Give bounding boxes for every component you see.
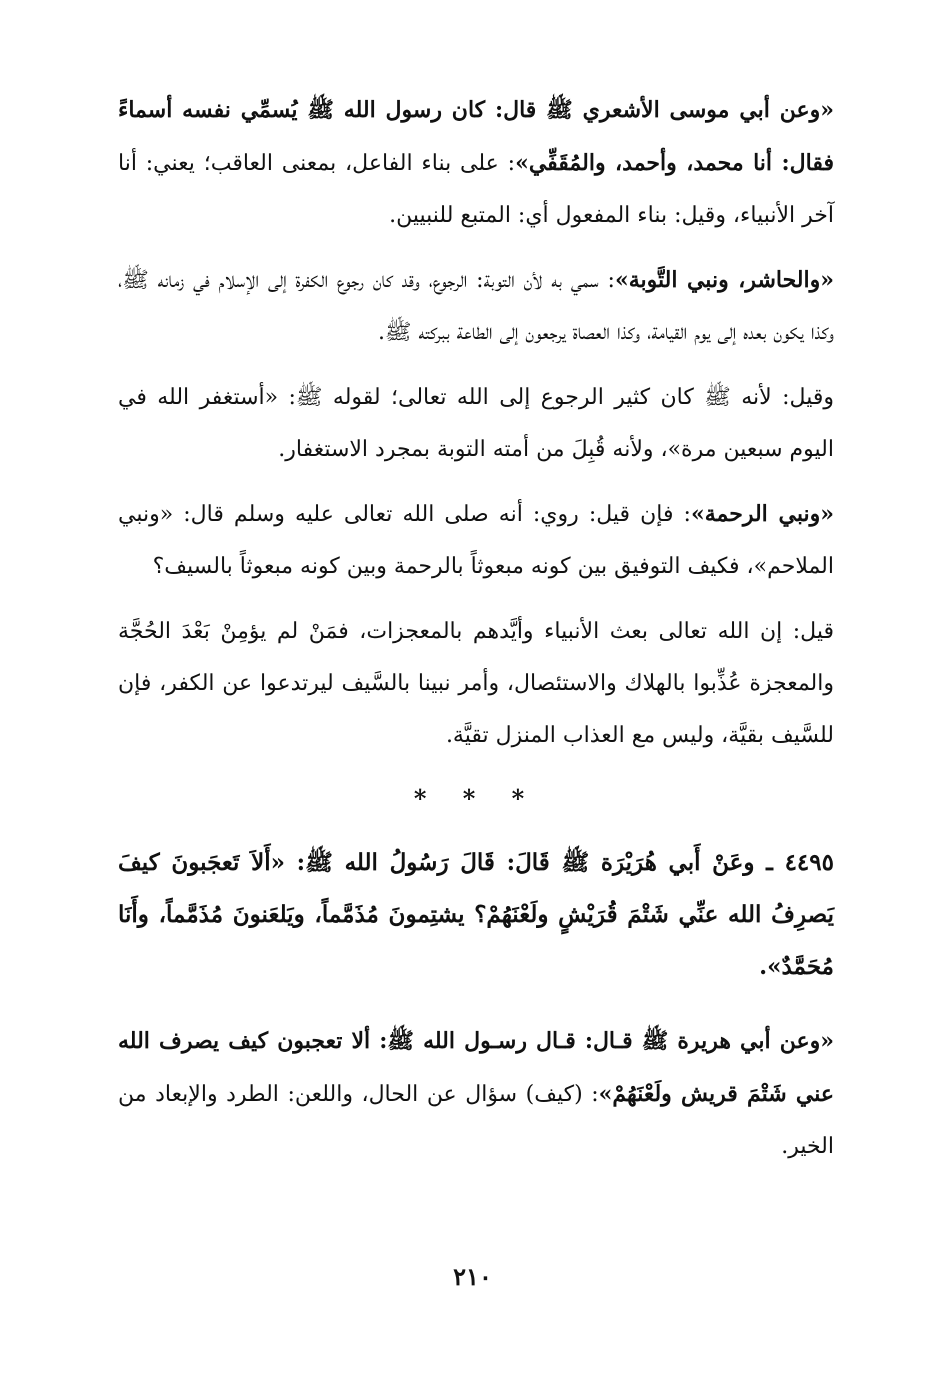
page-number: ٢١٠ [453,1262,492,1291]
paragraph-1 [118,84,834,242]
paragraph-4 [118,488,834,593]
commentary-text: : فإن قيل: روي: أنه صلى الله تعالى عليه وسلم قال: «ونبي الملاحم»، فكيف التوفيق بين كونه مبعوثاً بالرحمة وبين كونه مبعوثاً بالسيف؟ [118,502,834,579]
commentary-text: قيل: إن الله تعالى بعث الأنبياء وأيَّدهم بالمعجزات، فمَنْ لم يؤمِنْ بَعْدَ الحُجَّة والمعجزة عُذِّبوا بالهلاك والاستئصال، وأمر نبينا بالسَّيف ليرتدعوا عن الكفر، فإن للسَّيف بقيَّة، وليس مع العذاب المنزل تقيَّة. [118,619,834,748]
quoted-hadith-text: «وعن أبي هريرة ﷺ قـال: قـال رسـول الله ﷺ: ألا تعجبون كيف يصرف الله عني شَتْمَ قريش ولَعْنَهُمْ» [118,1028,835,1107]
hadith-4495: ٤٤٩٥ ـ وعَنْ أَبي هُرَيْرَة ﷺ قَالَ: قَالَ رَسُولُ الله ﷺ: «أَلاَ تَعجَبونَ كيفَ يَصرِفُ الله عنِّي شَتْمَ قُرَيْشٍ ولَعْنَهُمْ؟ يشتِمونَ مُذَمَّماً، ويَلعَنونَ مُذَمَّماً، وأَنَا مُحَمَّدٌ». [118,849,834,980]
paragraph-5 [118,605,834,762]
paragraph-2 [118,254,834,359]
section-divider: * * * [413,784,539,813]
commentary-text: : سمي به لأن التوبة: الرجوع، وقد كان رجوع الكفرة إلى الإسلام في زمانه ﷺ، وكذا يكون بعده إلى يوم القيامة، وكذا العصاة يرجعون إلى الطاعة ببركته ﷺ. [118,268,834,345]
hadith-commentary [118,1015,834,1173]
quoted-hadith-text: «والحاشر، ونبي التَّوبة» [614,267,834,293]
paragraph-3 [118,371,834,476]
commentary-text: وقيل: لأنه ﷺ كان كثير الرجوع إلى الله تعالى؛ لقوله ﷺ: «أستغفر الله في اليوم سبعين مرة»، ولأنه قُبِلَ من أمته التوبة بمجرد الاستغفار. [118,385,834,462]
commentary-text: : (كيف) سؤال عن الحال، واللعن: الطرد والإبعاد من الخير. [118,1082,834,1159]
commentary-text: : على بناء الفاعل، بمعنى العاقب؛ يعني: أنا آخر الأنبياء، وقيل: بناء المفعول أي: المتبع للنبيين. [118,151,834,228]
page-content [118,84,834,1173]
quoted-hadith-text: «ونبي الرحمة» [690,501,834,527]
quoted-hadith-text: «وعن أبي موسى الأشعري ﷺ قال: كان رسول الله ﷺ يُسمِّي نفسه أسماءً فقال: أنا محمد، وأحمد، والمُقَفِّي» [118,97,834,176]
